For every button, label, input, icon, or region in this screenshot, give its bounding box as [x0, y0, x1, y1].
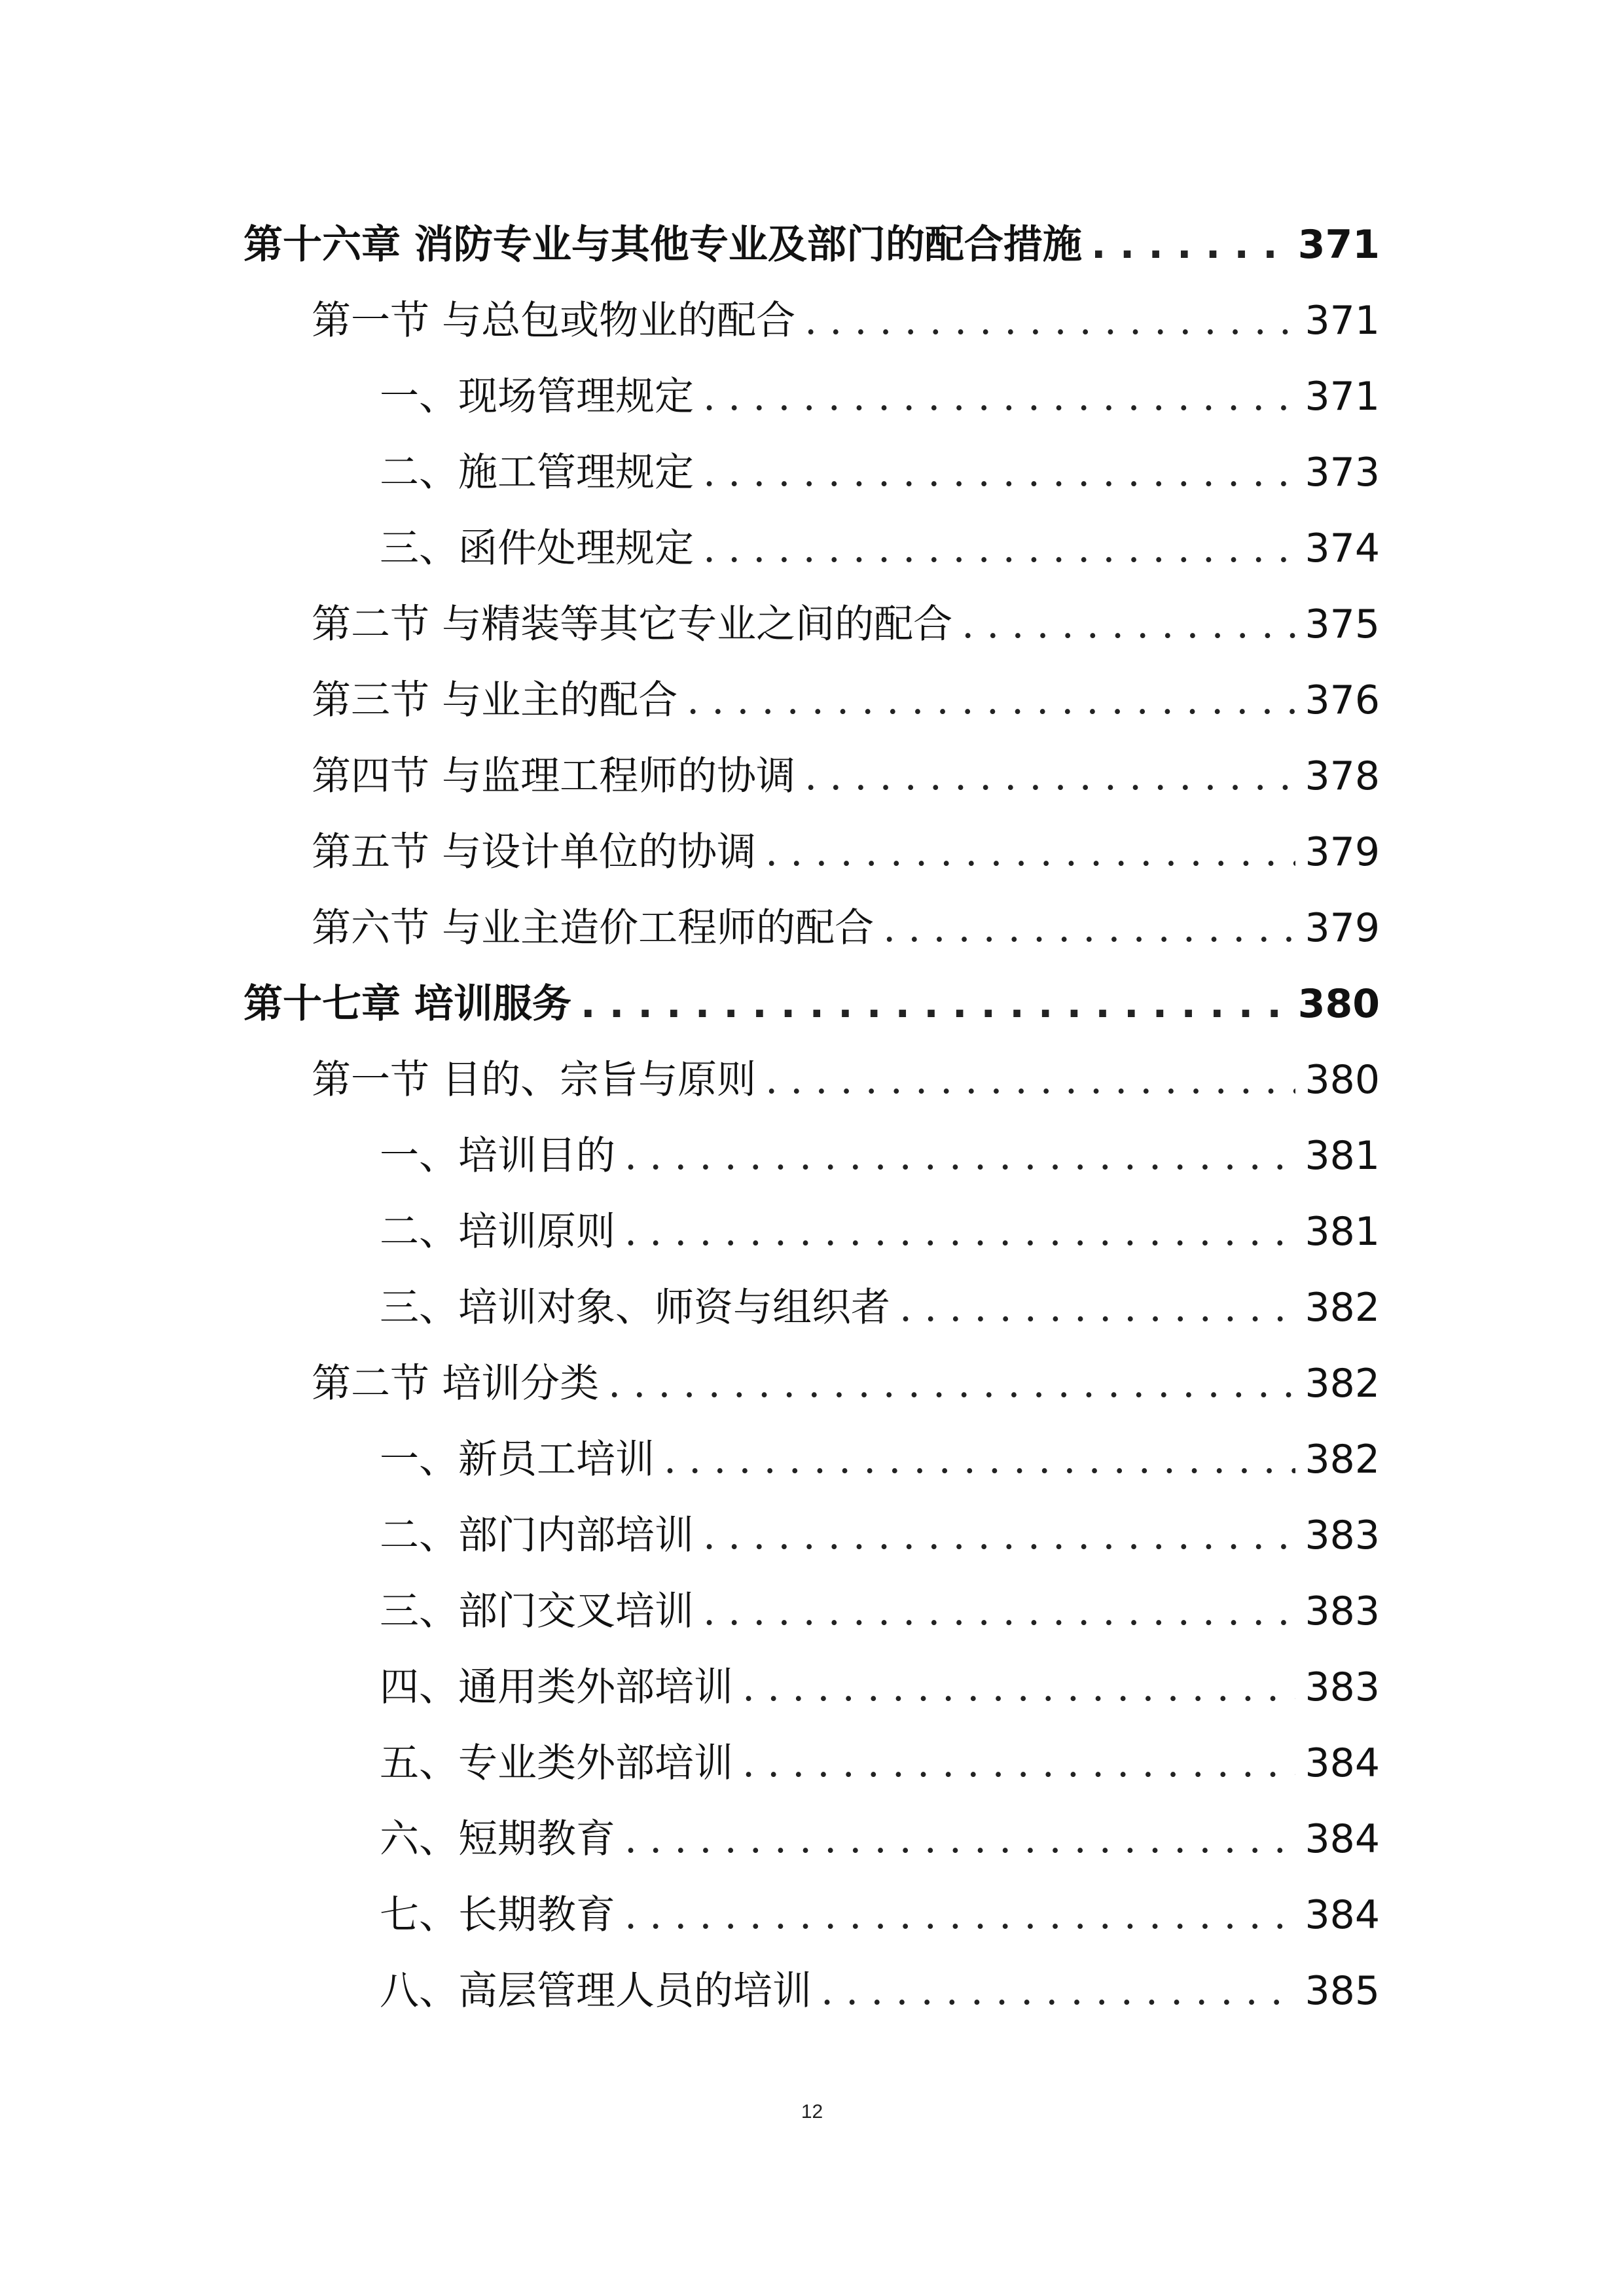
toc-dot-leader	[899, 1270, 1295, 1346]
toc-dot-leader	[703, 359, 1295, 435]
toc-dot-leader	[804, 738, 1295, 814]
toc-entry-label: 七、长期教育	[380, 1892, 615, 1938]
toc-entry-label: 一、新员工培训	[380, 1437, 655, 1482]
toc-entry-chapter[interactable]	[244, 207, 1380, 283]
toc-entry-subsection[interactable]	[244, 1801, 1380, 1877]
toc-dot-leader	[703, 511, 1295, 586]
toc-dot-leader	[687, 662, 1295, 738]
toc-entry-section[interactable]	[244, 1042, 1380, 1118]
toc-entry-page: 381	[1305, 1209, 1380, 1255]
toc-entry-page: 379	[1305, 905, 1380, 951]
toc-entry-page: 383	[1305, 1588, 1380, 1634]
toc-entry-page: 379	[1305, 829, 1380, 875]
toc-entry-section[interactable]	[244, 738, 1380, 814]
toc-entry-section[interactable]	[244, 890, 1380, 966]
toc-entry-page: 374	[1305, 526, 1380, 571]
toc-dot-leader	[804, 283, 1295, 359]
toc-entry-label: 三、函件处理规定	[380, 526, 694, 571]
toc-entry-section[interactable]	[244, 586, 1380, 662]
toc-entry-label: 第六节 与业主造价工程师的配合	[312, 905, 875, 951]
toc-entry-page: 382	[1305, 1285, 1380, 1331]
toc-dot-leader	[962, 586, 1295, 662]
toc-entry-page: 371	[1305, 374, 1380, 420]
toc-dot-leader	[883, 890, 1295, 966]
toc-entry-subsection[interactable]	[244, 1422, 1380, 1498]
toc-entry-page: 381	[1305, 1133, 1380, 1179]
toc-entry-page: 376	[1305, 677, 1380, 723]
toc-entry-label: 第十七章 培训服务	[244, 981, 571, 1027]
toc-entry-label: 第五节 与设计单位的协调	[312, 829, 757, 875]
toc-entry-page: 371	[1305, 298, 1380, 344]
toc-entry-page: 383	[1305, 1664, 1380, 1710]
toc-dot-leader	[1091, 207, 1289, 283]
toc-entry-label: 二、部门内部培训	[380, 1513, 694, 1558]
toc-entry-page: 384	[1305, 1892, 1380, 1938]
toc-dot-leader	[581, 966, 1289, 1042]
table-of-contents	[244, 207, 1380, 2029]
toc-entry-label: 第二节 与精装等其它专业之间的配合	[312, 601, 953, 647]
toc-entry-section[interactable]	[244, 662, 1380, 738]
toc-entry-section[interactable]	[244, 283, 1380, 359]
toc-entry-page: 371	[1297, 222, 1380, 268]
toc-entry-label: 第十六章 消防专业与其他专业及部门的配合措施	[244, 222, 1082, 268]
toc-entry-subsection[interactable]	[244, 1649, 1380, 1725]
toc-entry-subsection[interactable]	[244, 1270, 1380, 1346]
toc-entry-page: 380	[1297, 981, 1380, 1027]
toc-entry-label: 三、部门交叉培训	[380, 1588, 694, 1634]
toc-dot-leader	[742, 1649, 1295, 1725]
toc-entry-label: 一、培训目的	[380, 1133, 615, 1179]
toc-entry-section[interactable]	[244, 1346, 1380, 1422]
toc-dot-leader	[765, 814, 1295, 890]
toc-entry-page: 383	[1305, 1513, 1380, 1558]
toc-entry-label: 二、培训原则	[380, 1209, 615, 1255]
toc-entry-page: 382	[1305, 1437, 1380, 1482]
toc-entry-label: 第一节 目的、宗旨与原则	[312, 1057, 757, 1103]
toc-entry-page: 382	[1305, 1361, 1380, 1407]
toc-dot-leader	[742, 1725, 1295, 1801]
toc-dot-leader	[624, 1118, 1295, 1194]
toc-entry-label: 一、现场管理规定	[380, 374, 694, 420]
toc-entry-subsection[interactable]	[244, 1725, 1380, 1801]
toc-entry-page: 385	[1305, 1968, 1380, 2014]
toc-entry-label: 六、短期教育	[380, 1816, 615, 1862]
toc-entry-label: 四、通用类外部培训	[380, 1664, 733, 1710]
toc-entry-subsection[interactable]	[244, 1877, 1380, 1953]
toc-dot-leader	[608, 1346, 1295, 1422]
toc-entry-subsection[interactable]	[244, 511, 1380, 586]
toc-dot-leader	[703, 1498, 1295, 1573]
toc-dot-leader	[703, 1573, 1295, 1649]
toc-dot-leader	[664, 1422, 1295, 1498]
toc-entry-label: 二、施工管理规定	[380, 450, 694, 495]
toc-entry-section[interactable]	[244, 814, 1380, 890]
toc-entry-page: 384	[1305, 1740, 1380, 1786]
toc-entry-chapter[interactable]	[244, 966, 1380, 1042]
toc-entry-label: 第二节 培训分类	[312, 1361, 600, 1407]
toc-entry-page: 375	[1305, 601, 1380, 647]
toc-entry-label: 五、专业类外部培训	[380, 1740, 733, 1786]
toc-entry-subsection[interactable]	[244, 1498, 1380, 1573]
toc-dot-leader	[765, 1042, 1295, 1118]
toc-entry-page: 384	[1305, 1816, 1380, 1862]
toc-entry-subsection[interactable]	[244, 359, 1380, 435]
toc-dot-leader	[703, 435, 1295, 511]
toc-entry-subsection[interactable]	[244, 1118, 1380, 1194]
toc-entry-label: 第三节 与业主的配合	[312, 677, 678, 723]
page-number: 12	[801, 2101, 823, 2123]
toc-dot-leader	[821, 1953, 1295, 2029]
toc-entry-label: 第一节 与总包或物业的配合	[312, 298, 796, 344]
toc-entry-label: 八、高层管理人员的培训	[380, 1968, 812, 2014]
toc-entry-subsection[interactable]	[244, 1573, 1380, 1649]
toc-entry-page: 380	[1305, 1057, 1380, 1103]
toc-entry-label: 三、培训对象、师资与组织者	[380, 1285, 890, 1331]
toc-entry-subsection[interactable]	[244, 1194, 1380, 1270]
toc-entry-subsection[interactable]	[244, 435, 1380, 511]
toc-entry-page: 378	[1305, 753, 1380, 799]
toc-entry-label: 第四节 与监理工程师的协调	[312, 753, 796, 799]
toc-dot-leader	[624, 1801, 1295, 1877]
toc-dot-leader	[624, 1194, 1295, 1270]
toc-entry-page: 373	[1305, 450, 1380, 495]
toc-entry-subsection[interactable]	[244, 1953, 1380, 2029]
toc-dot-leader	[624, 1877, 1295, 1953]
